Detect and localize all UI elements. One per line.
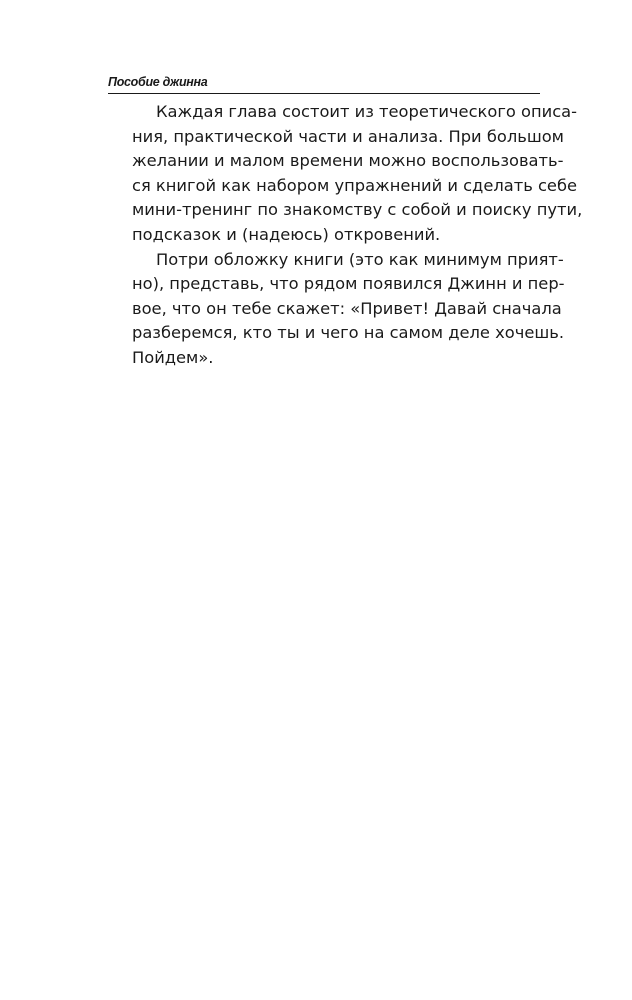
running-head: Пособие джинна bbox=[108, 74, 540, 94]
text-line: мини-тренинг по знакомству с собой и поиску пути, bbox=[132, 200, 583, 220]
text-line: желании и малом времени можно воспользовать- bbox=[132, 151, 564, 171]
book-page bbox=[108, 74, 583, 371]
text-line: вое, что он тебе скажет: «Привет! Давай сначала bbox=[132, 298, 562, 318]
paragraph-1 bbox=[108, 100, 583, 248]
text-line: ся книгой как набором упражнений и сделать себе bbox=[132, 175, 577, 195]
text-line: Потри обложку книги (это как минимум прият- bbox=[156, 249, 564, 269]
text-line: подсказок и (надеюсь) откровений. bbox=[132, 224, 441, 244]
text-line: ния, практической части и анализа. При большом bbox=[132, 126, 564, 146]
paragraph-2 bbox=[108, 248, 565, 371]
text-line: Пойдем». bbox=[132, 347, 214, 367]
text-line: Каждая глава состоит из теоретического описа- bbox=[156, 102, 577, 121]
text-line: но), представь, что рядом появился Джинн и пер- bbox=[132, 274, 565, 294]
text-line: разберемся, кто ты и чего на самом деле хочешь. bbox=[132, 323, 565, 343]
